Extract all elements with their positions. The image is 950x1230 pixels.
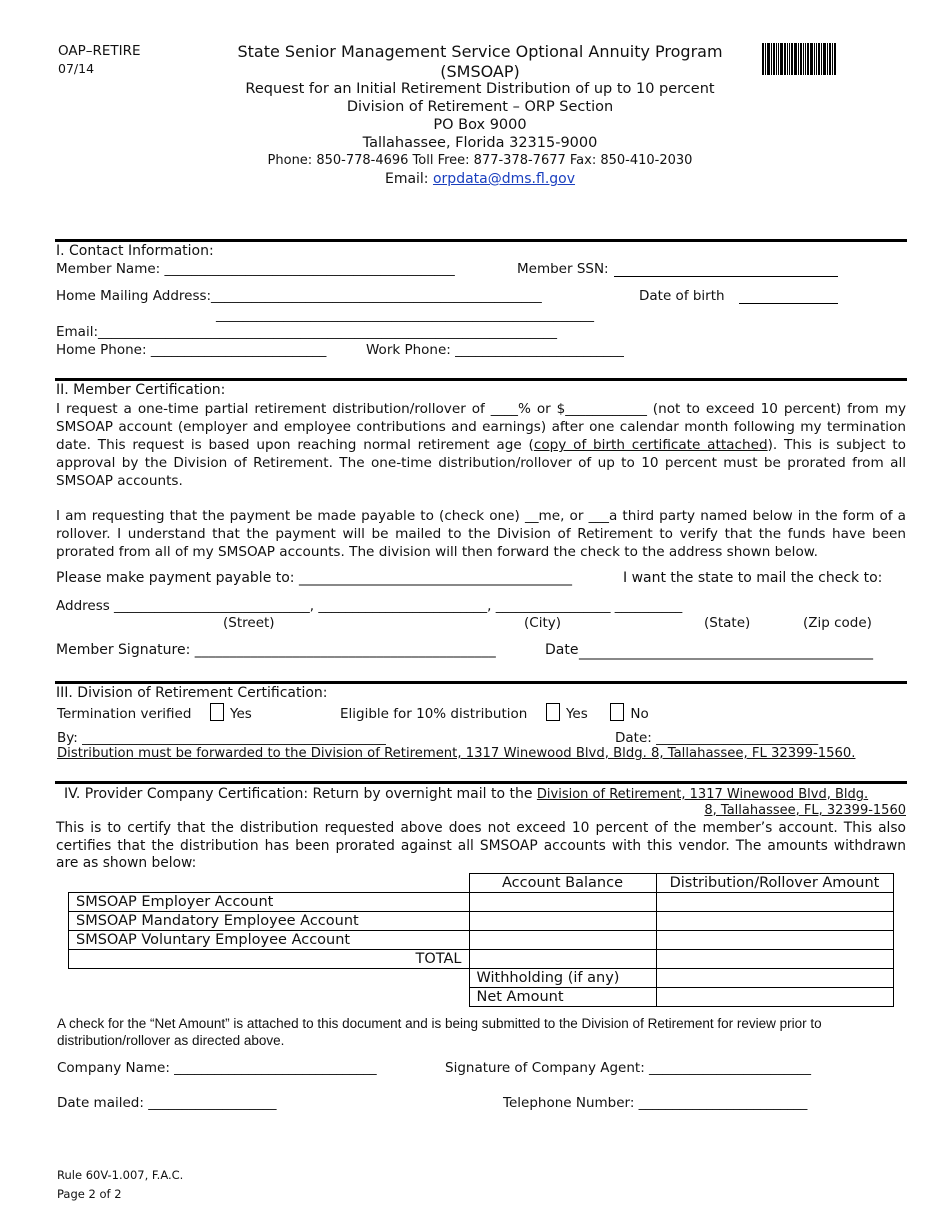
net-amount-cell[interactable] — [656, 988, 893, 1007]
section4-heading — [64, 786, 868, 802]
table-spacer — [69, 969, 470, 988]
section1-heading: I. Contact Information: — [56, 243, 214, 259]
termination-verified-label: Termination verified — [57, 706, 192, 722]
distribution-amount-header: Distribution/Rollover Amount — [656, 874, 893, 893]
eligible-yes-checkbox[interactable] — [546, 703, 560, 721]
signature-date-field[interactable]: __________________________________________ — [579, 644, 873, 660]
voluntary-distribution-cell[interactable] — [656, 931, 893, 950]
voluntary-balance-cell[interactable] — [469, 931, 656, 950]
check-me-blank[interactable]: __ — [524, 508, 539, 524]
form-id: OAP–RETIRE — [58, 43, 141, 59]
check-third-party-blank[interactable]: ___ — [588, 508, 609, 524]
employer-balance-cell[interactable] — [469, 893, 656, 912]
section-divider — [55, 781, 907, 784]
para2-text: I am requesting that the payment be made payable to (check one) — [56, 508, 525, 524]
table-spacer — [69, 988, 470, 1007]
return-address-line1: Division of Retirement, 1317 Winewood Blvd, Bldg. — [536, 787, 869, 802]
member-ssn-field[interactable] — [614, 276, 838, 277]
member-signature-field[interactable]: Member Signature: ___________________________________________ — [56, 642, 496, 658]
birth-cert-note: copy of birth certificate attached — [533, 437, 768, 453]
withholding-cell[interactable] — [656, 969, 893, 988]
para1-text-end: ). This is subject to approval by the Division of Retirement. The one-time distribution/rollover of up to 10 percent must be prorated from all SMSOAP accounts. — [56, 437, 906, 489]
voluntary-account-label: SMSOAP Voluntary Employee Account — [69, 931, 470, 950]
forwarding-note: Distribution must be forwarded to the Division of Retirement, 1317 Winewood Blvd, Bldg. 8, Tallahassee, FL 32399-1560. — [57, 746, 856, 761]
termination-yes-checkbox[interactable] — [210, 703, 224, 721]
city-address: Tallahassee, Florida 32315-9000 — [362, 135, 598, 151]
certification-paragraph — [56, 400, 906, 490]
total-distribution-cell[interactable] — [656, 950, 893, 969]
employer-distribution-cell[interactable] — [656, 893, 893, 912]
mandatory-balance-cell[interactable] — [469, 912, 656, 931]
phone-numbers: Phone: 850-778-4696 Toll Free: 877-378-7677 Fax: 850-410-2030 — [267, 153, 693, 168]
zip-label: (Zip code) — [803, 615, 872, 631]
eligible-no-checkbox[interactable] — [610, 703, 624, 721]
mailing-address-line2[interactable]: ________________________________________________________ — [216, 307, 594, 323]
para2-text-end: a third party named below in the form of a rollover. I understand that the payment will be mailed to the Division of Retirement to verify that the funds have been prorated from all of my SMSOAP accounts. The division will then forward the check to the address shown below. — [56, 508, 906, 560]
section3-heading: III. Division of Retirement Certification: — [56, 685, 328, 701]
email-line — [180, 171, 780, 187]
company-name-field[interactable]: Company Name: ______________________________ — [57, 1060, 377, 1076]
page-number: Page 2 of 2 — [57, 1187, 122, 1201]
state-label: (State) — [704, 615, 751, 631]
table-blank-corner — [69, 874, 470, 893]
division-name: Division of Retirement – ORP Section — [346, 99, 614, 115]
form-date: 07/14 — [58, 61, 95, 76]
eligible-no-label: No — [630, 706, 649, 722]
member-ssn-label: Member SSN: — [517, 261, 609, 277]
member-name-field[interactable]: Member Name: ___________________________________________ — [56, 261, 455, 277]
eligible-label: Eligible for 10% distribution — [340, 706, 528, 722]
amounts-table — [68, 873, 894, 1007]
email-link[interactable]: orpdata@dms.fl.gov — [432, 171, 576, 187]
net-amount-label: Net Amount — [469, 988, 656, 1007]
termination-yes-label: Yes — [230, 706, 252, 722]
section2-heading: II. Member Certification: — [56, 382, 226, 398]
termination-verified-row — [57, 703, 252, 722]
date-mailed-field[interactable]: Date mailed: ___________________ — [57, 1095, 277, 1111]
agent-signature-field[interactable]: Signature of Company Agent: ________________________ — [445, 1060, 812, 1076]
po-box: PO Box 9000 — [433, 117, 527, 133]
work-phone-field[interactable]: Work Phone: _________________________ — [366, 342, 624, 358]
provider-certification-paragraph: This is to certify that the distribution requested above does not exceed 10 percent of the member’s account. This also certifies that the distribution has been prorated against all SMSOAP accounts with this vendor. The amounts withdrawn are as shown below: — [56, 820, 906, 871]
form-title-abbrev: (SMSOAP) — [440, 62, 520, 81]
street-label: (Street) — [223, 615, 275, 631]
check-attached-note: A check for the “Net Amount” is attached to this document and is being submitted to the Division of Retirement for review prior to distribution/rollover as directed above. — [57, 1016, 822, 1048]
account-balance-header: Account Balance — [469, 874, 656, 893]
section4-heading-text: IV. Provider Company Certification: Return by overnight mail to the — [64, 786, 537, 802]
section-divider — [55, 239, 907, 242]
form-title: State Senior Management Service Optional Annuity Program — [237, 42, 723, 61]
date-of-birth-label: Date of birth — [639, 288, 725, 304]
rule-reference: Rule 60V-1.007, F.A.C. — [57, 1168, 184, 1182]
signature-date-label: Date — [545, 642, 579, 658]
email-label: Email: — [384, 171, 429, 187]
payment-paragraph — [56, 507, 906, 561]
home-phone-field[interactable]: Home Phone: __________________________ — [56, 342, 327, 358]
mail-check-label: I want the state to mail the check to: — [623, 570, 883, 586]
section-divider — [55, 378, 907, 381]
mandatory-distribution-cell[interactable] — [656, 912, 893, 931]
section-divider — [55, 681, 907, 684]
city-label: (City) — [524, 615, 561, 631]
eligible-row — [340, 703, 649, 722]
form-subtitle: Request for an Initial Retirement Distribution of up to 10 percent — [245, 81, 715, 97]
telephone-field[interactable]: Telephone Number: _________________________ — [503, 1095, 808, 1111]
mailing-address-field[interactable]: Home Mailing Address:_________________________________________________ — [56, 288, 542, 304]
division-date-field[interactable]: Date: ________________________ — [615, 730, 819, 746]
address-field[interactable]: Address _____________________________, _________________________, _________________ __________ — [56, 598, 683, 614]
total-balance-cell[interactable] — [469, 950, 656, 969]
para1-text: I request a one-time partial retirement distribution/rollover of ____% or $____________ (not to exceed 10 percent) from my SMSOAP account (employer and employee contributions and earnings) after one calendar month following my termination date. This request is based upon reaching normal retirement age ( — [56, 401, 906, 453]
payable-to-field[interactable]: Please make payment payable to: _______________________________________ — [56, 570, 572, 586]
eligible-yes-label: Yes — [565, 706, 588, 722]
total-label: TOTAL — [69, 950, 470, 969]
para2-text-me: me, or — [538, 508, 589, 524]
employer-account-label: SMSOAP Employer Account — [69, 893, 470, 912]
email-field[interactable]: Email:____________________________________________________________________ — [56, 324, 558, 340]
by-field[interactable]: By: _____________________________________________ — [57, 730, 386, 746]
date-of-birth-field[interactable] — [739, 303, 838, 304]
withholding-label: Withholding (if any) — [469, 969, 656, 988]
return-address-line2: 8, Tallahassee, FL, 32399-1560 — [704, 803, 906, 818]
mandatory-account-label: SMSOAP Mandatory Employee Account — [69, 912, 470, 931]
